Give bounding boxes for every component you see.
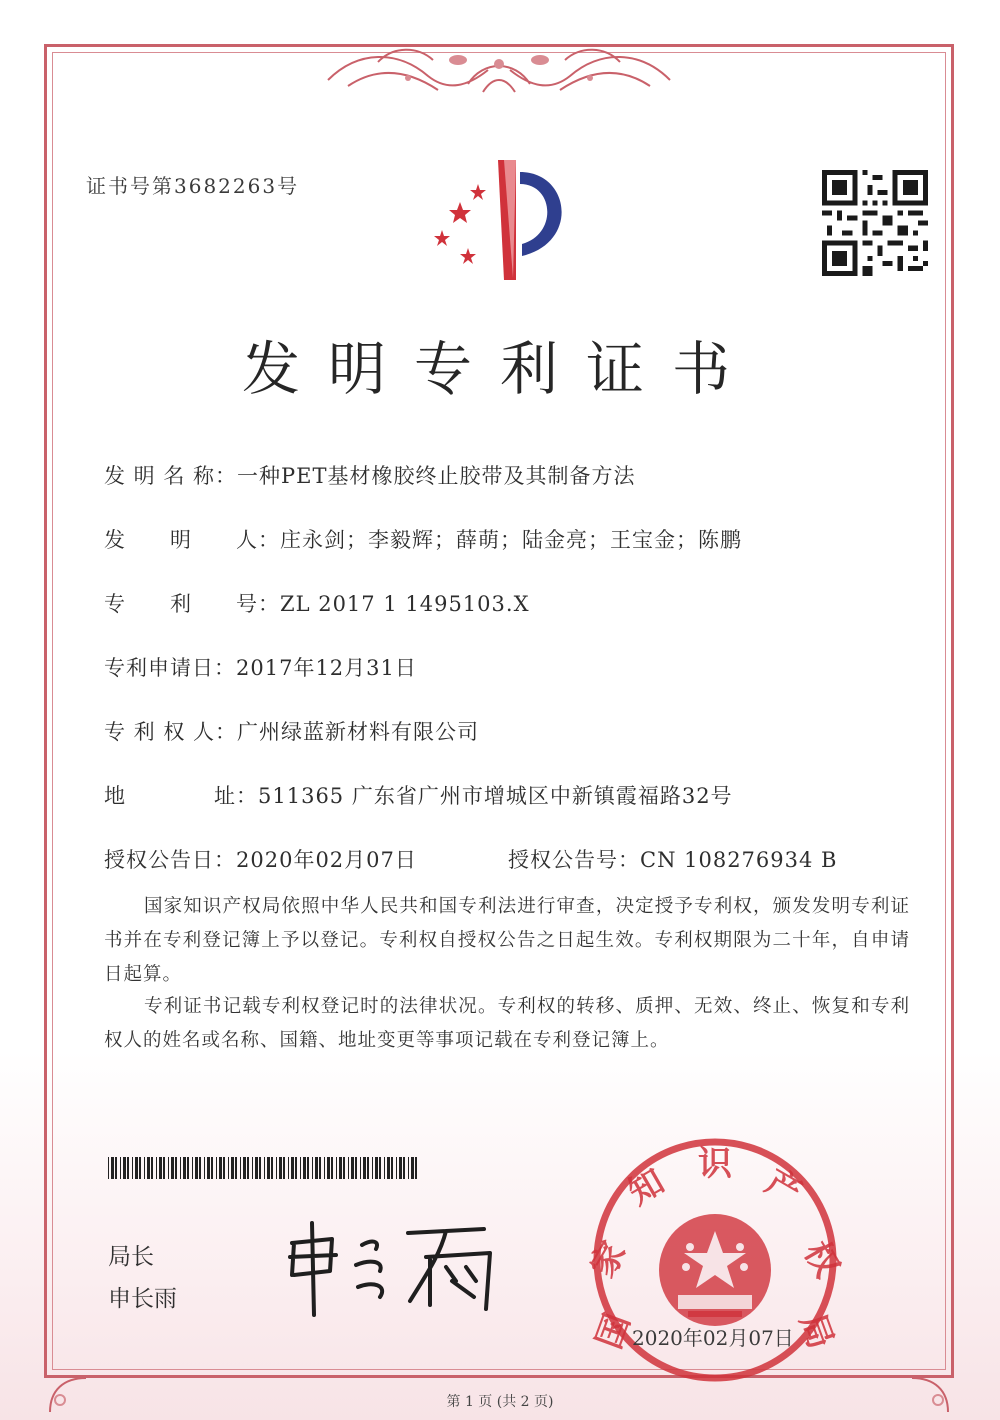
grant-date-row [104, 844, 417, 874]
patent-number-row [104, 588, 530, 618]
svg-text:局: 局 [791, 1308, 841, 1355]
barcode-bar [295, 1157, 297, 1179]
barcode-bar [372, 1157, 373, 1179]
barcode-bar [391, 1157, 393, 1179]
barcode-bar [291, 1157, 294, 1179]
barcode-bar [135, 1157, 138, 1179]
barcode-bar [240, 1157, 241, 1179]
barcode-bar [360, 1157, 361, 1179]
barcode-bar [384, 1157, 385, 1179]
filing-date-row [104, 652, 417, 682]
field-label: 地 址： [104, 784, 258, 808]
grant-number-value: CN 108276934 B [640, 848, 838, 872]
barcode-bar [399, 1157, 402, 1179]
inventors-row [104, 524, 742, 554]
barcode-bar [276, 1157, 277, 1179]
qr-code-icon[interactable] [822, 170, 928, 276]
svg-text:识: 识 [698, 1144, 732, 1184]
barcode-bar [315, 1157, 318, 1179]
field-label: 授权公告号： [508, 848, 640, 872]
barcode-bar [115, 1157, 117, 1179]
barcode-bar [300, 1157, 301, 1179]
barcode-bar [216, 1157, 217, 1179]
barcode-bar [120, 1157, 121, 1179]
barcode-bar [348, 1157, 349, 1179]
field-label: 授权公告日： [104, 848, 236, 872]
barcode-bar [319, 1157, 321, 1179]
field-label: 发 明 名 称： [104, 464, 238, 488]
barcode-bar [183, 1157, 186, 1179]
top-ornament-icon [318, 40, 680, 104]
barcode-bar [267, 1157, 270, 1179]
barcode-bar [303, 1157, 306, 1179]
barcode-bar [156, 1157, 157, 1179]
certificate-number: 证书号第3682263号 [86, 174, 300, 198]
barcode-bar [363, 1157, 366, 1179]
svg-text:知: 知 [621, 1161, 672, 1214]
barcode-bar [171, 1157, 174, 1179]
field-label: 专 利 权 人： [104, 720, 238, 744]
body-paragraph-2: 专利证书记载专利权登记时的法律状况。专利权的转移、质押、无效、终止、恢复和专利权人的姓名或名称、国籍、地址变更等事项记载在专利登记簿上。 [104, 996, 910, 1051]
barcode-bar [252, 1157, 253, 1179]
barcode-bar [247, 1157, 249, 1179]
barcode-bar [271, 1157, 273, 1179]
address-row [104, 780, 733, 810]
barcode-bar [259, 1157, 261, 1179]
barcode-bar [255, 1157, 258, 1179]
field-label: 发 明 人： [104, 528, 280, 552]
barcode-bar [219, 1157, 222, 1179]
barcode-bar [195, 1157, 198, 1179]
official-name: 申长雨 [108, 1286, 177, 1312]
body-paragraph-1: 国家知识产权局依照中华人民共和国专利法进行审查，决定授予专利权，颁发发明专利证书并在专利登记簿上予以登记。专利权自授权公告之日起生效。专利权期限为二十年，自申请日起算。 [104, 896, 910, 985]
barcode-bar [408, 1157, 409, 1179]
barcode-bar [415, 1157, 417, 1179]
barcode-bar [283, 1157, 285, 1179]
barcode-bar [231, 1157, 234, 1179]
barcode-bar [223, 1157, 225, 1179]
barcode-bar [235, 1157, 237, 1179]
official-title: 局长 [108, 1244, 154, 1270]
seal-date: 2020年02月07日 [632, 1326, 794, 1350]
barcode-bar [144, 1157, 145, 1179]
svg-text:国: 国 [589, 1308, 639, 1355]
inventors-value: 庄永剑；李毅辉；薛萌；陆金亮；王宝金；陈鹏 [280, 528, 742, 552]
barcode-bar [147, 1157, 150, 1179]
barcode-bar [151, 1157, 153, 1179]
invention-name-value: 一种PET基材橡胶终止胶带及其制备方法 [237, 464, 636, 488]
barcode-bar [396, 1157, 397, 1179]
filing-date-value: 2017年12月31日 [236, 656, 417, 680]
barcode-bar [168, 1157, 169, 1179]
barcode-bar [139, 1157, 141, 1179]
barcode-bar [163, 1157, 165, 1179]
field-label: 专 利 号： [104, 592, 280, 616]
barcode-bar [111, 1157, 114, 1179]
barcode-bar [375, 1157, 378, 1179]
barcode-bar [367, 1157, 369, 1179]
barcode-bar [175, 1157, 177, 1179]
field-label: 专利申请日： [104, 656, 236, 680]
barcode-bar [108, 1157, 109, 1179]
barcode-bar [324, 1157, 325, 1179]
barcode-icon [108, 1157, 420, 1179]
signature-image [280, 1205, 510, 1325]
barcode-bar [336, 1157, 337, 1179]
address-value: 511365 广东省广州市增城区中新镇霞福路32号 [258, 784, 733, 808]
grant-number-row [508, 844, 837, 874]
barcode-bar [180, 1157, 181, 1179]
barcode-bar [199, 1157, 201, 1179]
barcode-bar [403, 1157, 405, 1179]
barcode-bar [127, 1157, 129, 1179]
barcode-bar [279, 1157, 282, 1179]
barcode-bar [339, 1157, 342, 1179]
svg-text:家: 家 [582, 1234, 635, 1285]
svg-text:产: 产 [758, 1161, 809, 1214]
barcode-bar [228, 1157, 229, 1179]
barcode-bar [159, 1157, 162, 1179]
page-indicator: 第 1 页 (共 2 页) [446, 1394, 554, 1410]
barcode-bar [211, 1157, 213, 1179]
cnipa-logo-icon [420, 150, 590, 290]
certificate-title: 发明专利证书 [241, 335, 758, 403]
barcode-bar [343, 1157, 345, 1179]
barcode-bar [288, 1157, 289, 1179]
barcode-bar [307, 1157, 309, 1179]
barcode-bar [327, 1157, 330, 1179]
patentee-value: 广州绿蓝新材料有限公司 [237, 720, 480, 744]
barcode-bar [387, 1157, 390, 1179]
grant-date-value: 2020年02月07日 [236, 848, 417, 872]
barcode-bar [207, 1157, 210, 1179]
barcode-bar [132, 1157, 133, 1179]
svg-text:权: 权 [795, 1234, 848, 1285]
barcode-bar [243, 1157, 246, 1179]
barcode-bar [192, 1157, 193, 1179]
barcode-bar [123, 1157, 126, 1179]
barcode-bar [187, 1157, 189, 1179]
barcode-bar [312, 1157, 313, 1179]
barcode-bar [264, 1157, 265, 1179]
barcode-bar [411, 1157, 414, 1179]
barcode-bar [331, 1157, 333, 1179]
barcode-bar [379, 1157, 381, 1179]
barcode-bar [351, 1157, 354, 1179]
patentee-row [104, 716, 479, 746]
barcode-bar [204, 1157, 205, 1179]
barcode-bar [355, 1157, 357, 1179]
patent-number-value: ZL 2017 1 1495103.X [280, 592, 530, 616]
invention-name-row [104, 460, 636, 490]
